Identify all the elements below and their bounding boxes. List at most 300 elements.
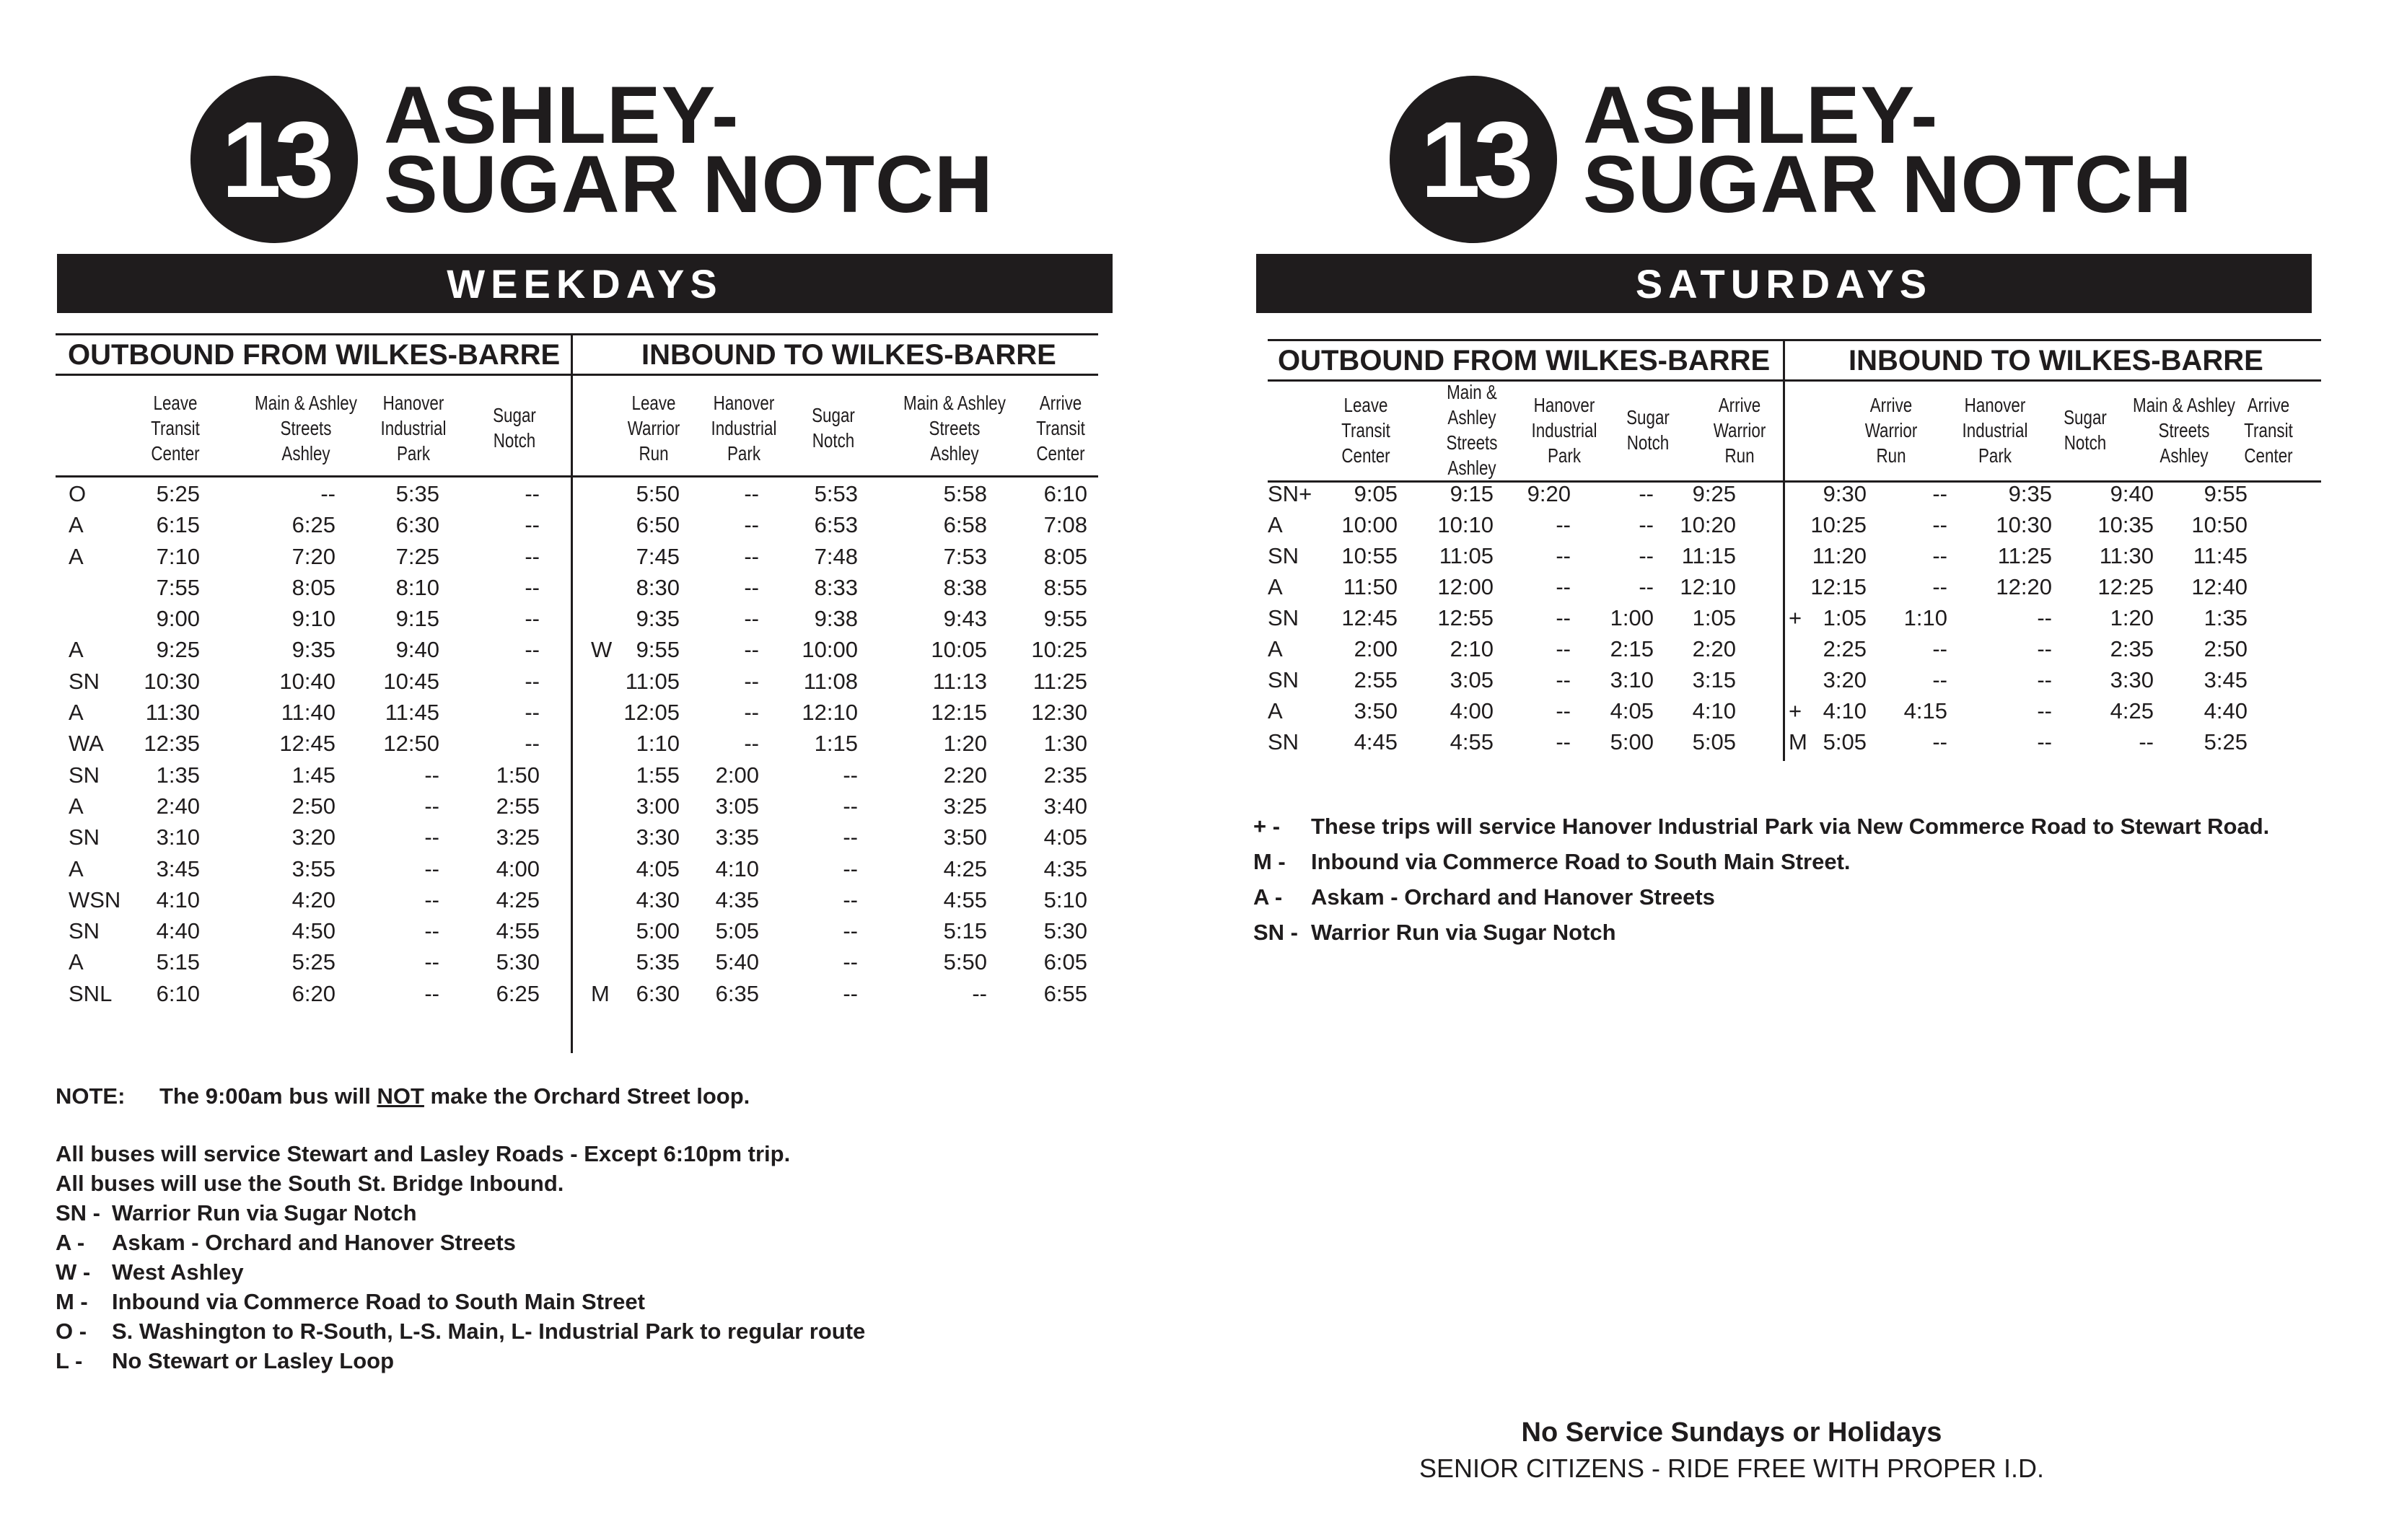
table-cell: 4:05 — [636, 855, 680, 881]
column-header-line: Hanover — [713, 391, 775, 414]
weekdays-band — [57, 254, 1113, 313]
table-cell: 1:10 — [1903, 605, 1947, 630]
legend-key: + - — [1253, 814, 1281, 839]
table-cell: 5:00 — [1610, 729, 1654, 754]
table-cell: 2:55 — [496, 793, 540, 819]
legend-key: SN - — [1253, 920, 1298, 945]
table-row — [1268, 636, 2321, 667]
table-cell: 11:05 — [625, 668, 680, 694]
table-cell: 9:20 — [1527, 481, 1571, 506]
table-cell: 9:25 — [156, 637, 200, 663]
column-header — [1963, 382, 2028, 478]
column-header — [1341, 382, 1390, 478]
column-header-line: Run — [1724, 444, 1755, 467]
route-number-badge — [190, 76, 358, 243]
table-cell: 11:15 — [1681, 543, 1736, 568]
legend-key: A - — [1253, 884, 1283, 910]
column-header — [2133, 382, 2235, 478]
table-cell: 6:50 — [636, 512, 680, 538]
route-title-line2: SUGAR NOTCH — [1583, 139, 2193, 229]
table-row — [56, 637, 1098, 668]
table-cell: 4:25 — [496, 886, 540, 912]
legend-text: Askam - Orchard and Hanover Streets — [1311, 884, 1715, 910]
table-row — [56, 512, 1098, 543]
table-cell: -- — [424, 793, 439, 819]
note-text — [159, 1083, 750, 1109]
outbound-group-title: OUTBOUND FROM WILKES-BARRE — [1278, 345, 1771, 377]
table-cell: 10:55 — [1341, 543, 1398, 568]
legend-text: West Ashley — [112, 1259, 244, 1285]
legend-item — [56, 1200, 1138, 1230]
legend-text: Warrior Run via Sugar Notch — [112, 1200, 417, 1226]
table-cell: 10:30 — [144, 668, 200, 694]
column-header-line: Transit — [1341, 418, 1390, 441]
table-cell: 6:10 — [1043, 481, 1087, 506]
column-header-line: Notch — [812, 429, 855, 452]
column-header-line: Center — [1036, 441, 1085, 465]
table-cell: 2:00 — [715, 762, 759, 788]
table-cell: -- — [525, 543, 540, 569]
table-cell: 5:15 — [943, 918, 987, 944]
table-cell: 8:38 — [943, 574, 987, 600]
table-cell: 9:55 — [2204, 481, 2248, 506]
table-cell: -- — [2037, 636, 2052, 661]
column-header — [1447, 382, 1498, 478]
table-cell: -- — [424, 824, 439, 850]
trip-code: WSN — [69, 886, 121, 912]
table-row — [1268, 543, 2321, 574]
column-header-line: Run — [1876, 444, 1906, 467]
table-cell: -- — [424, 918, 439, 944]
table-row — [56, 918, 1098, 949]
table-cell: 11:40 — [281, 700, 336, 726]
column-header-line: Streets — [2158, 418, 2210, 441]
table-cell: 6:30 — [636, 980, 680, 1006]
table-cell: -- — [525, 637, 540, 663]
table-cell: 5:50 — [636, 481, 680, 506]
table-cell: 9:35 — [291, 637, 336, 663]
service-footer — [1371, 1417, 2092, 1484]
table-cell: 12:15 — [1810, 574, 1867, 599]
table-cell: 9:43 — [943, 606, 987, 632]
table-cell: 7:48 — [814, 543, 858, 569]
table-top-rule — [1268, 339, 2321, 341]
table-cell: 3:10 — [156, 824, 200, 850]
table-cell: 10:30 — [1996, 512, 2052, 537]
trip-code: A — [69, 793, 84, 819]
table-cell: 5:50 — [943, 949, 987, 975]
note-label: NOTE: — [56, 1083, 126, 1109]
table-cell: 6:15 — [156, 512, 200, 538]
table-cell: 9:00 — [156, 606, 200, 632]
table-cell: 12:25 — [2097, 574, 2154, 599]
saturdays-band — [1256, 254, 2312, 313]
table-row — [1268, 698, 2321, 729]
table-cell: -- — [1556, 667, 1571, 692]
column-header-line: Leave — [153, 391, 198, 414]
table-cell: 4:15 — [1903, 698, 1947, 723]
senior-citizens-notice: SENIOR CITIZENS - RIDE FREE WITH PROPER I.D. — [1418, 1453, 2045, 1483]
table-cell: -- — [744, 637, 759, 663]
table-cell: 3:15 — [1692, 667, 1736, 692]
table-cell: 7:20 — [291, 543, 336, 569]
table-cell: 9:35 — [2008, 481, 2052, 506]
table-cell: 12:10 — [802, 700, 858, 726]
table-cell: 5:25 — [156, 481, 200, 506]
column-header-line: Industrial — [1962, 418, 2028, 441]
legend-key: O - — [56, 1319, 87, 1344]
column-header-line: Transit — [151, 416, 200, 439]
column-header-line: Ashley — [2159, 444, 2209, 467]
table-cell: -- — [525, 512, 540, 538]
table-row — [56, 575, 1098, 606]
table-cell: 6:30 — [395, 512, 439, 538]
special-note — [56, 1083, 1138, 1113]
table-cell: 1:00 — [1610, 605, 1654, 630]
table-cell: 10:00 — [802, 637, 858, 663]
table-cell: 7:45 — [636, 543, 680, 569]
table-cell: 9:10 — [291, 606, 336, 632]
table-cell: 6:20 — [291, 980, 336, 1006]
table-row — [56, 606, 1098, 637]
route-title-line1: ASHLEY- — [384, 70, 740, 160]
table-cell: 3:00 — [636, 793, 680, 819]
table-cell: -- — [843, 824, 858, 850]
table-cell: 5:40 — [715, 949, 759, 975]
table-cell: 9:55 — [636, 637, 680, 663]
table-cell: 3:45 — [156, 855, 200, 881]
trip-code: A — [69, 543, 84, 569]
column-header-line: Arrive — [2247, 393, 2290, 416]
table-cell: 9:05 — [1354, 481, 1398, 506]
table-cell: 3:35 — [715, 824, 759, 850]
table-cell: -- — [424, 886, 439, 912]
table-cell: 10:40 — [279, 668, 336, 694]
column-header-line: Ashley — [1447, 406, 1496, 428]
column-header-line: Transit — [1036, 416, 1085, 439]
table-cell: 5:05 — [715, 918, 759, 944]
table-cell: -- — [843, 949, 858, 975]
group-header-rule — [56, 374, 1098, 376]
table-cell: 12:40 — [2191, 574, 2248, 599]
table-cell: 8:05 — [291, 574, 336, 600]
table-cell: 1:50 — [496, 762, 540, 788]
table-cell: 3:05 — [1450, 667, 1494, 692]
table-cell: -- — [1932, 512, 1947, 537]
trip-code: SN — [1268, 667, 1299, 692]
column-header-line: Run — [639, 441, 669, 465]
table-cell: 9:40 — [395, 637, 439, 663]
table-row — [1268, 605, 2321, 636]
table-cell: -- — [525, 731, 540, 757]
table-cell: 4:35 — [715, 886, 759, 912]
table-cell: 5:25 — [291, 949, 336, 975]
table-cell: 3:20 — [1823, 667, 1867, 692]
column-header-line: Ashley — [930, 441, 979, 465]
column-header-line: Streets — [929, 416, 981, 439]
legend-item — [1253, 920, 2379, 955]
table-row — [56, 669, 1098, 700]
table-cell: 12:35 — [144, 731, 200, 757]
column-header-line: Center — [2244, 444, 2293, 467]
column-header-line: Ashley — [1447, 457, 1496, 479]
column-header-line: Leave — [1343, 393, 1388, 416]
table-cell: -- — [1556, 512, 1571, 537]
table-cell: 6:53 — [814, 512, 858, 538]
table-cell: -- — [744, 731, 759, 757]
table-cell: 6:58 — [943, 512, 987, 538]
column-header — [255, 385, 357, 470]
saturday-legend — [1253, 814, 2379, 955]
trip-code: WA — [69, 731, 104, 757]
table-cell: 10:35 — [2097, 512, 2154, 537]
table-cell: -- — [525, 606, 540, 632]
table-cell: 6:25 — [291, 512, 336, 538]
table-cell: -- — [525, 574, 540, 600]
table-cell: 12:50 — [383, 731, 439, 757]
table-row — [56, 731, 1098, 762]
table-cell: 4:35 — [1043, 855, 1087, 881]
table-cell: -- — [843, 918, 858, 944]
column-header-rule — [56, 475, 1098, 478]
table-cell: -- — [843, 855, 858, 881]
note-suffix: make the Orchard Street loop. — [424, 1083, 750, 1109]
note-prefix: The 9:00am bus will — [159, 1083, 377, 1109]
table-cell: 11:45 — [2193, 543, 2248, 568]
trip-code: SN — [69, 824, 100, 850]
table-cell: 12:15 — [931, 700, 987, 726]
table-row — [56, 949, 1098, 980]
trip-code: SN+ — [1268, 481, 1312, 506]
table-cell: 2:50 — [291, 793, 336, 819]
table-cell: -- — [1639, 574, 1654, 599]
column-header — [151, 385, 200, 470]
legend-text: Askam - Orchard and Hanover Streets — [112, 1230, 516, 1255]
table-cell: 5:15 — [156, 949, 200, 975]
table-cell: 5:58 — [943, 481, 987, 506]
service-note: All buses will service Stewart and Lasley Roads - Except 6:10pm trip. — [56, 1141, 791, 1166]
route-title — [384, 70, 994, 229]
table-cell: -- — [843, 762, 858, 788]
table-cell: 4:25 — [943, 855, 987, 881]
column-header-line: Hanover — [382, 391, 444, 414]
table-cell: 8:33 — [814, 574, 858, 600]
table-cell: 9:25 — [1692, 481, 1736, 506]
table-cell: 1:35 — [156, 762, 200, 788]
column-header — [1532, 382, 1597, 478]
table-cell: -- — [1556, 636, 1571, 661]
trip-code: SN — [69, 668, 100, 694]
table-cell: 11:08 — [803, 668, 858, 694]
column-header — [2244, 382, 2293, 478]
table-cell: 4:40 — [2204, 698, 2248, 723]
legend-text: These trips will service Hanover Industrial Park via New Commerce Road to Stewart Road. — [1311, 814, 2270, 839]
column-header-line: Warrior — [1864, 418, 1918, 441]
table-cell: 10:45 — [383, 668, 439, 694]
weekday-timetable — [56, 333, 1098, 1053]
column-header-line: Industrial — [711, 416, 777, 439]
table-cell: -- — [424, 949, 439, 975]
inbound-group-title: INBOUND TO WILKES-BARRE — [641, 339, 1056, 371]
table-cell: 10:05 — [931, 637, 987, 663]
legend-key: W - — [56, 1259, 91, 1285]
table-cell: 9:30 — [1823, 481, 1867, 506]
table-cell: 4:55 — [1450, 729, 1494, 754]
table-cell: 3:10 — [1610, 667, 1654, 692]
table-cell: -- — [843, 886, 858, 912]
table-cell: -- — [744, 668, 759, 694]
table-cell: -- — [744, 543, 759, 569]
route-number: 13 — [1420, 98, 1527, 220]
table-cell: -- — [2037, 729, 2052, 754]
table-row — [56, 700, 1098, 731]
table-cell: -- — [843, 980, 858, 1006]
legend-key: M - — [1253, 849, 1286, 874]
table-row — [1268, 729, 2321, 760]
table-cell: 10:50 — [2191, 512, 2248, 537]
table-cell: 2:35 — [2110, 636, 2154, 661]
table-cell: 4:05 — [1043, 824, 1087, 850]
table-cell: 6:05 — [1043, 949, 1087, 975]
column-header-line: Arrive — [1039, 391, 1082, 414]
table-cell: 5:30 — [496, 949, 540, 975]
trip-code: SN — [69, 762, 100, 788]
table-cell: 12:05 — [623, 700, 680, 726]
table-cell: 7:08 — [1043, 512, 1087, 538]
legend-key: A - — [56, 1230, 85, 1255]
table-cell: 4:00 — [1450, 698, 1494, 723]
table-row — [56, 481, 1098, 512]
column-header-line: Ashley — [281, 441, 330, 465]
table-cell: -- — [424, 855, 439, 881]
table-cell: -- — [972, 980, 987, 1006]
table-cell: 2:50 — [2204, 636, 2248, 661]
trip-code: A — [69, 512, 84, 538]
column-header-line: Hanover — [1533, 393, 1595, 416]
column-header — [628, 385, 680, 470]
table-cell: 9:15 — [1450, 481, 1494, 506]
table-cell: 3:30 — [636, 824, 680, 850]
group-header-rule — [1268, 379, 2321, 382]
table-cell: W — [591, 637, 613, 663]
legend-item — [1253, 884, 2379, 920]
table-cell: 4:10 — [1823, 698, 1867, 723]
table-cell: -- — [2037, 605, 2052, 630]
trip-code: A — [69, 637, 84, 663]
column-header — [1036, 385, 1085, 470]
table-cell: 9:15 — [395, 606, 439, 632]
legend-item — [56, 1230, 1138, 1259]
table-cell: 2:35 — [1043, 762, 1087, 788]
column-header-line: Transit — [2244, 418, 2293, 441]
table-cell: 1:55 — [636, 762, 680, 788]
table-cell: 3:05 — [715, 793, 759, 819]
route-number-badge — [1390, 76, 1557, 243]
trip-code: SN — [1268, 543, 1299, 568]
legend-key: SN - — [56, 1200, 100, 1226]
route-title-line1: ASHLEY- — [1583, 70, 1939, 160]
table-cell: 9:40 — [2110, 481, 2154, 506]
column-header-line: Notch — [2064, 431, 2107, 454]
table-row — [56, 981, 1098, 1012]
legend-item — [56, 1289, 1138, 1319]
table-cell: -- — [744, 700, 759, 726]
column-header-line: Industrial — [380, 416, 447, 439]
table-cell: -- — [1556, 574, 1571, 599]
table-cell: + — [1789, 605, 1802, 630]
table-cell: 11:30 — [145, 700, 200, 726]
saturday-timetable — [1268, 339, 2321, 761]
legend-text: S. Washington to R-South, L-S. Main, L- Industrial Park to regular route — [112, 1319, 866, 1344]
table-cell: 9:55 — [1043, 606, 1087, 632]
table-cell: -- — [744, 512, 759, 538]
column-header-line: Main & — [1447, 381, 1497, 403]
legend-text: Inbound via Commerce Road to South Main Street. — [1311, 849, 1851, 874]
trip-code: SNL — [69, 980, 113, 1006]
legend-text: No Stewart or Lasley Loop — [112, 1348, 395, 1373]
table-row — [56, 856, 1098, 887]
table-cell: 6:10 — [156, 980, 200, 1006]
table-cell: 7:25 — [395, 543, 439, 569]
table-cell: 11:20 — [1812, 543, 1867, 568]
table-cell: 1:05 — [1692, 605, 1736, 630]
table-cell: 9:35 — [636, 606, 680, 632]
table-cell: 3:55 — [291, 855, 336, 881]
column-header-line: Leave — [631, 391, 676, 414]
table-row — [1268, 512, 2321, 543]
legend-item — [1253, 849, 2379, 884]
column-header-line: Streets — [280, 416, 332, 439]
weekday-trip-rows — [56, 481, 1098, 1012]
table-cell: 1:35 — [2204, 605, 2248, 630]
table-cell: 3:50 — [943, 824, 987, 850]
table-top-rule — [56, 333, 1098, 335]
table-cell: 8:55 — [1043, 574, 1087, 600]
table-cell: 1:20 — [943, 731, 987, 757]
table-cell: 1:20 — [2110, 605, 2154, 630]
table-cell: 2:10 — [1450, 636, 1494, 661]
trip-code: A — [69, 700, 84, 726]
table-cell: 4:10 — [156, 886, 200, 912]
table-cell: 1:10 — [636, 731, 680, 757]
table-cell: 11:25 — [1997, 543, 2052, 568]
legend-text: Inbound via Commerce Road to South Main Street — [112, 1289, 645, 1314]
no-service-notice: No Service Sundays or Holidays — [1521, 1417, 1942, 1448]
table-cell: 4:25 — [2110, 698, 2154, 723]
table-cell: -- — [1932, 667, 1947, 692]
trip-code: SN — [1268, 605, 1299, 630]
column-header-line: Park — [727, 441, 761, 465]
table-cell: 12:45 — [1341, 605, 1398, 630]
weekday-schedule-panel — [0, 0, 1190, 1540]
column-header-line: Park — [396, 441, 431, 465]
column-header — [1865, 382, 1918, 478]
table-cell: 8:10 — [395, 574, 439, 600]
table-cell: 4:20 — [291, 886, 336, 912]
table-cell: 2:55 — [1354, 667, 1398, 692]
inbound-group-title: INBOUND TO WILKES-BARRE — [1849, 345, 2263, 377]
legend-key: L - — [56, 1348, 83, 1373]
table-cell: 7:53 — [943, 543, 987, 569]
table-cell: 8:05 — [1043, 543, 1087, 569]
table-cell: 5:05 — [1692, 729, 1736, 754]
table-cell: + — [1789, 698, 1802, 723]
table-cell: M — [1789, 729, 1807, 754]
table-cell: 5:35 — [636, 949, 680, 975]
table-cell: 4:10 — [715, 855, 759, 881]
weekday-legend — [56, 1200, 1138, 1378]
table-cell: 10:00 — [1341, 512, 1398, 537]
